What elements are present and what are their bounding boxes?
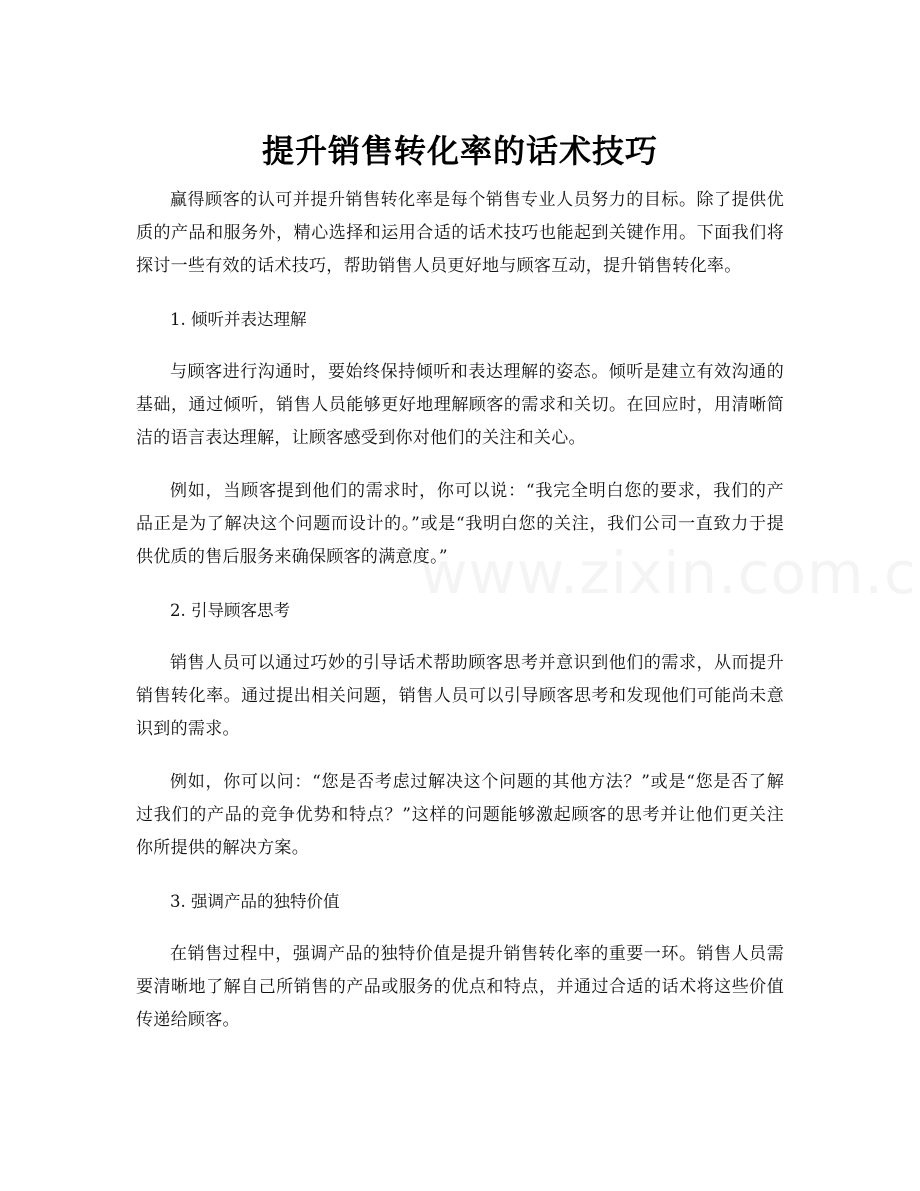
section-heading-2: 2. 引导顾客思考 — [170, 601, 290, 620]
paragraph: 销售人员可以通过巧妙的引导话术帮助顾客思考并意识到他们的需求，从而提升销售转化率。通过提出相关问题，销售人员可以引导顾客思考和发现他们可能尚未意识到的需求。 — [136, 653, 784, 739]
paragraph: 例如，当顾客提到他们的需求时，你可以说：“我完全明白您的要求，我们的产品正是为了解决这个问题而设计的。”或是“我明白您的关注，我们公司一直致力于提供优质的售后服务来确保顾客的满意度。” — [136, 481, 784, 567]
section-heading-3: 3. 强调产品的独特价值 — [170, 892, 340, 911]
paragraph: 例如，你可以问：“您是否考虑过解决这个问题的其他方法？”或是“您是否了解过我们的产品的竞争优势和特点？”这样的问题能够激起顾客的思考并让他们更关注你所提供的解决方案。 — [136, 772, 784, 858]
page-title: 提升销售转化率的话术技巧 — [261, 132, 658, 171]
paragraph-intro: 赢得顾客的认可并提升销售转化率是每个销售专业人员努力的目标。除了提供优质的产品和服务外，精心选择和运用合适的话术技巧也能起到关键作用。下面我们将探讨一些有效的话术技巧，帮助销售人员更好地与顾客互动，提升销售转化率。 — [136, 190, 784, 276]
paragraph: 在销售过程中，强调产品的独特价值是提升销售转化率的重要一环。销售人员需要清晰地了解自己所销售的产品或服务的优点和特点，并通过合适的话术将这些价值传递给顾客。 — [136, 944, 784, 1030]
document-body — [136, 184, 784, 1057]
section-heading-1: 1. 倾听并表达理解 — [170, 310, 307, 329]
paragraph: 与顾客进行沟通时，要始终保持倾听和表达理解的姿态。倾听是建立有效沟通的基础，通过倾听，销售人员能够更好地理解顾客的需求和关切。在回应时，用清晰简洁的语言表达理解，让顾客感受到你对他们的关注和关心。 — [136, 362, 784, 448]
